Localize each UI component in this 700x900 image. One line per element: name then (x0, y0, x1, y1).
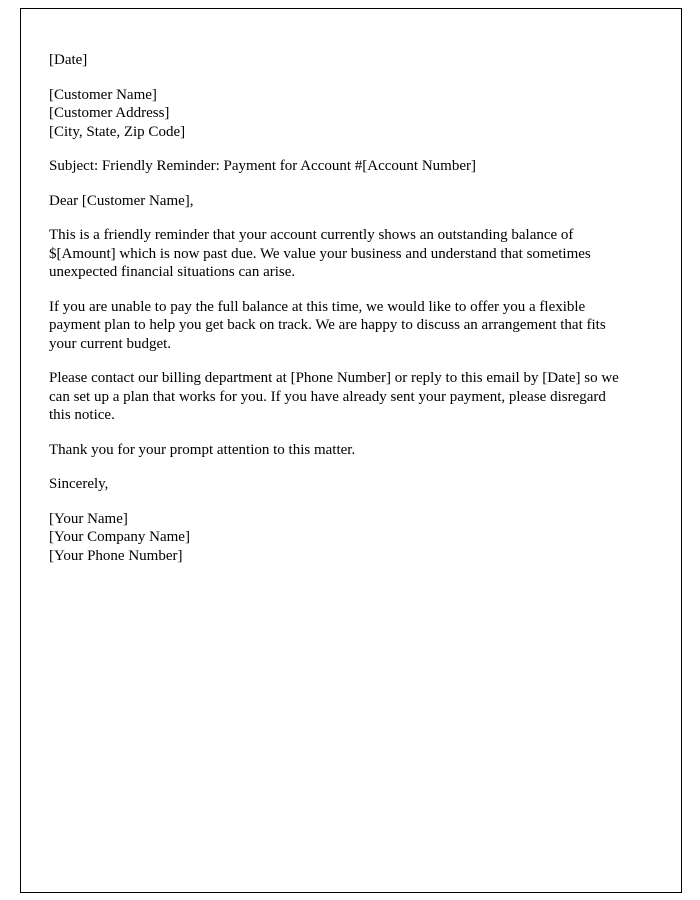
salutation-text: Dear [Customer Name], (49, 192, 194, 209)
recipient-block (49, 86, 629, 142)
salutation-line (49, 192, 629, 211)
signature-company: [Your Company Name] (49, 529, 190, 545)
paragraph-payment-plan-offer: If you are unable to pay the full balance at this time, we would like to offer you a flexible payment plan to help you get back on track. We are happy to discuss an arrangement that fits your current budget. (49, 298, 606, 352)
closing-line (49, 475, 629, 494)
signature-phone: [Your Phone Number] (49, 547, 183, 564)
paragraph-outstanding-balance: This is a friendly reminder that your account currently shows an outstanding balance of $[Amount] which is now past due. We value your business and understand that sometimes unexpected financial situations can arise. (49, 227, 591, 280)
recipient-name: [Customer Name] (49, 86, 157, 103)
letter-body (21, 9, 681, 621)
recipient-address: [Customer Address] (49, 105, 170, 121)
signature-block (49, 510, 629, 566)
closing-text: Sincerely, (49, 476, 109, 492)
date-placeholder: [Date] (49, 52, 88, 68)
paragraph-thank-you: Thank you for your prompt attention to this matter. (49, 441, 356, 458)
date-line (49, 51, 629, 70)
subject-line (49, 157, 629, 176)
paragraph-contact-instructions: Please contact our billing department at [Phone Number] or reply to this email by [Date] so we can set up a plan that works for you. If you have already sent your payment, please disregard this notice. (49, 370, 619, 423)
letter-page (20, 8, 682, 893)
subject-text: Subject: Friendly Reminder: Payment for Account #[Account Number] (49, 158, 476, 174)
recipient-city-state-zip: [City, State, Zip Code] (49, 123, 186, 140)
signature-name: [Your Name] (49, 510, 128, 527)
